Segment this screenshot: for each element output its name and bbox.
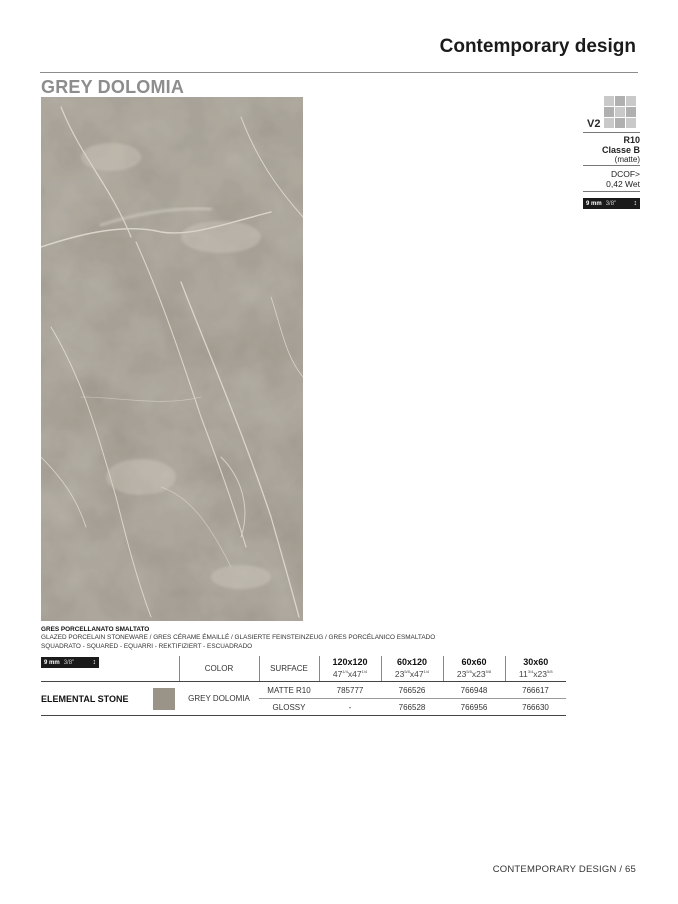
color-swatch bbox=[153, 688, 175, 710]
page-section-title: Contemporary design bbox=[439, 36, 636, 57]
size-cm: 30x60 bbox=[523, 657, 549, 668]
column-header-size bbox=[443, 656, 505, 682]
spec-divider bbox=[583, 191, 640, 192]
product-code: 785777 bbox=[319, 682, 381, 699]
surface-name: MATTE R10 bbox=[259, 682, 319, 699]
thickness-arrow-icon: ↕ bbox=[92, 659, 96, 666]
thickness-inch: 3/8" bbox=[63, 659, 75, 666]
dcof-block bbox=[583, 166, 640, 191]
material-description bbox=[41, 626, 461, 651]
header-divider bbox=[40, 72, 638, 73]
marble-tile-image bbox=[41, 97, 303, 621]
product-table bbox=[41, 656, 566, 716]
product-code: 766526 bbox=[381, 682, 443, 699]
variation-grid-icon bbox=[604, 96, 636, 128]
spec-column bbox=[583, 96, 640, 209]
table-row bbox=[41, 682, 566, 699]
size-cm: 60x120 bbox=[396, 657, 428, 668]
column-header-size bbox=[319, 656, 381, 682]
product-code: 766948 bbox=[443, 682, 505, 699]
variation-indicator bbox=[583, 96, 640, 132]
size-inch: $47^{1/4}x47^{1/4}$ bbox=[332, 668, 368, 679]
surface-name: GLOSSY bbox=[272, 702, 306, 712]
slip-rating: R10 bbox=[623, 135, 640, 145]
thickness-inch: 3/8" bbox=[605, 200, 617, 207]
product-code: 766956 bbox=[460, 702, 488, 712]
size-cm: 60x60 bbox=[461, 657, 487, 668]
size-inch: $11^{3/4}x23^{5/8}$ bbox=[518, 668, 553, 679]
color-swatch-cell bbox=[149, 682, 179, 716]
size-inch: $23^{5/8}x47^{1/4}$ bbox=[394, 668, 430, 679]
column-header-surface: SURFACE bbox=[259, 656, 319, 682]
dcof-label: DCOF> bbox=[610, 169, 640, 179]
thickness-badge bbox=[583, 198, 640, 209]
size-inch: $23^{5/8}x23^{5/8}$ bbox=[456, 668, 492, 679]
finish-note: (matte) bbox=[614, 155, 640, 164]
slip-class: Classe B bbox=[601, 145, 640, 155]
thickness-arrow-icon: ↕ bbox=[633, 200, 637, 207]
table-bottom-rule bbox=[41, 715, 566, 716]
material-squared: SQUADRATO - SQUARED - EQUARRI - REKTIFIZIERT - ESCUADRADO bbox=[41, 642, 253, 650]
table-header-row bbox=[41, 656, 566, 682]
series-name: ELEMENTAL STONE bbox=[41, 693, 129, 704]
thickness-mm: 9 mm bbox=[586, 200, 602, 207]
thickness-mm: 9 mm bbox=[44, 659, 60, 666]
variation-label: V2 bbox=[587, 118, 601, 130]
size-cm: 120x120 bbox=[332, 657, 368, 668]
product-code: 766617 bbox=[505, 682, 566, 699]
page-footer: CONTEMPORARY DESIGN / 65 bbox=[492, 864, 636, 875]
column-header-color: COLOR bbox=[179, 656, 259, 682]
material-title: GRES PORCELLANATO SMALTATO bbox=[41, 626, 150, 633]
dcof-value: 0,42 Wet bbox=[606, 179, 640, 189]
product-title: GREY DOLOMIA bbox=[41, 77, 185, 97]
material-translations: GLAZED PORCELAIN STONEWARE / GRES CÉRAME ÉMAILLÉ / GLASIERTE FEINSTEINZEUG / GRES PORCÉLANICO ESMALTADO bbox=[41, 634, 436, 642]
color-name: GREY DOLOMIA bbox=[188, 694, 250, 703]
column-header-size bbox=[381, 656, 443, 682]
product-code: - bbox=[348, 702, 352, 712]
product-code: 766528 bbox=[398, 702, 426, 712]
column-header-size bbox=[505, 656, 566, 682]
slip-rating-block bbox=[583, 133, 640, 165]
thickness-badge bbox=[41, 657, 99, 668]
product-code: 766630 bbox=[522, 702, 549, 712]
